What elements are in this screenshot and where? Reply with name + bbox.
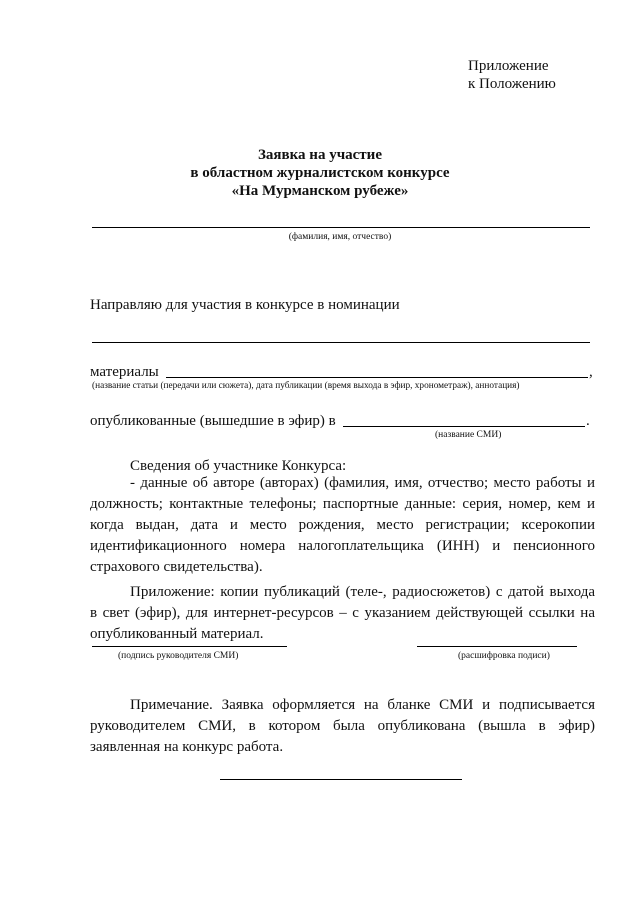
nomination-text: Направляю для участия в конкурсе в номинации bbox=[90, 297, 400, 313]
note-line-1: Примечание. Заявка оформляется на бланке СМИ и подписывается bbox=[130, 697, 595, 713]
fio-field-line[interactable] bbox=[92, 227, 590, 228]
note-line-2: руководителем СМИ, в котором была опубликована (вышла в эфир) bbox=[90, 718, 595, 734]
attachment-line-2: в свет (эфир), для интернет-ресурсов – с указанием действующей ссылки на bbox=[90, 605, 595, 621]
appendix-line-2: к Положению bbox=[468, 76, 556, 92]
participant-heading: Сведения об участнике Конкурса: bbox=[130, 458, 347, 474]
signature-decode-field-line[interactable] bbox=[417, 646, 577, 647]
media-name-caption: (название СМИ) bbox=[435, 430, 502, 440]
signature-decode-caption: (расшифровка подиси) bbox=[458, 651, 550, 661]
participant-line-4: идентификационного номера налогоплательщика (ИНН) и пенсионного bbox=[90, 538, 595, 554]
materials-field-line[interactable] bbox=[166, 377, 588, 378]
signature-field-line[interactable] bbox=[92, 646, 287, 647]
participant-line-1: - данные об авторе (авторах) (фамилия, имя, отчество; место работы и bbox=[130, 475, 595, 491]
appendix-line-1: Приложение bbox=[468, 58, 549, 74]
published-period: . bbox=[586, 413, 590, 429]
title-line-3: «На Мурманском рубеже» bbox=[231, 183, 409, 199]
title-line-2: в областном журналистском конкурсе bbox=[190, 165, 450, 181]
materials-label: материалы bbox=[90, 364, 159, 380]
signature-caption: (подпись руководителя СМИ) bbox=[118, 651, 239, 661]
participant-line-5: страхового свидетельства). bbox=[90, 559, 263, 575]
participant-line-2: должность; контактные телефоны; паспортные данные: серия, номер, кем и bbox=[90, 496, 595, 512]
materials-caption: (название статьи (передачи или сюжета), дата публикации (время выхода в эфир, хронометраж), аннотация) bbox=[92, 381, 520, 391]
materials-comma: , bbox=[589, 364, 593, 380]
participant-line-3: когда выдан, дата и место рождения, место регистрации; ксерокопии bbox=[90, 517, 595, 533]
published-label: опубликованные (вышедшие в эфир) в bbox=[90, 413, 336, 429]
closing-separator bbox=[220, 779, 462, 780]
note-line-3: заявленная на конкурс работа. bbox=[90, 739, 284, 755]
media-name-field-line[interactable] bbox=[343, 426, 585, 427]
attachment-line-1: Приложение: копии публикаций (теле-, радиосюжетов) с датой выхода bbox=[130, 584, 595, 600]
attachment-line-3: опубликованный материал. bbox=[90, 626, 264, 642]
fio-caption: (фамилия, имя, отчество) bbox=[288, 232, 392, 242]
nomination-field-line[interactable] bbox=[92, 342, 590, 343]
title-line-1: Заявка на участие bbox=[258, 147, 382, 163]
